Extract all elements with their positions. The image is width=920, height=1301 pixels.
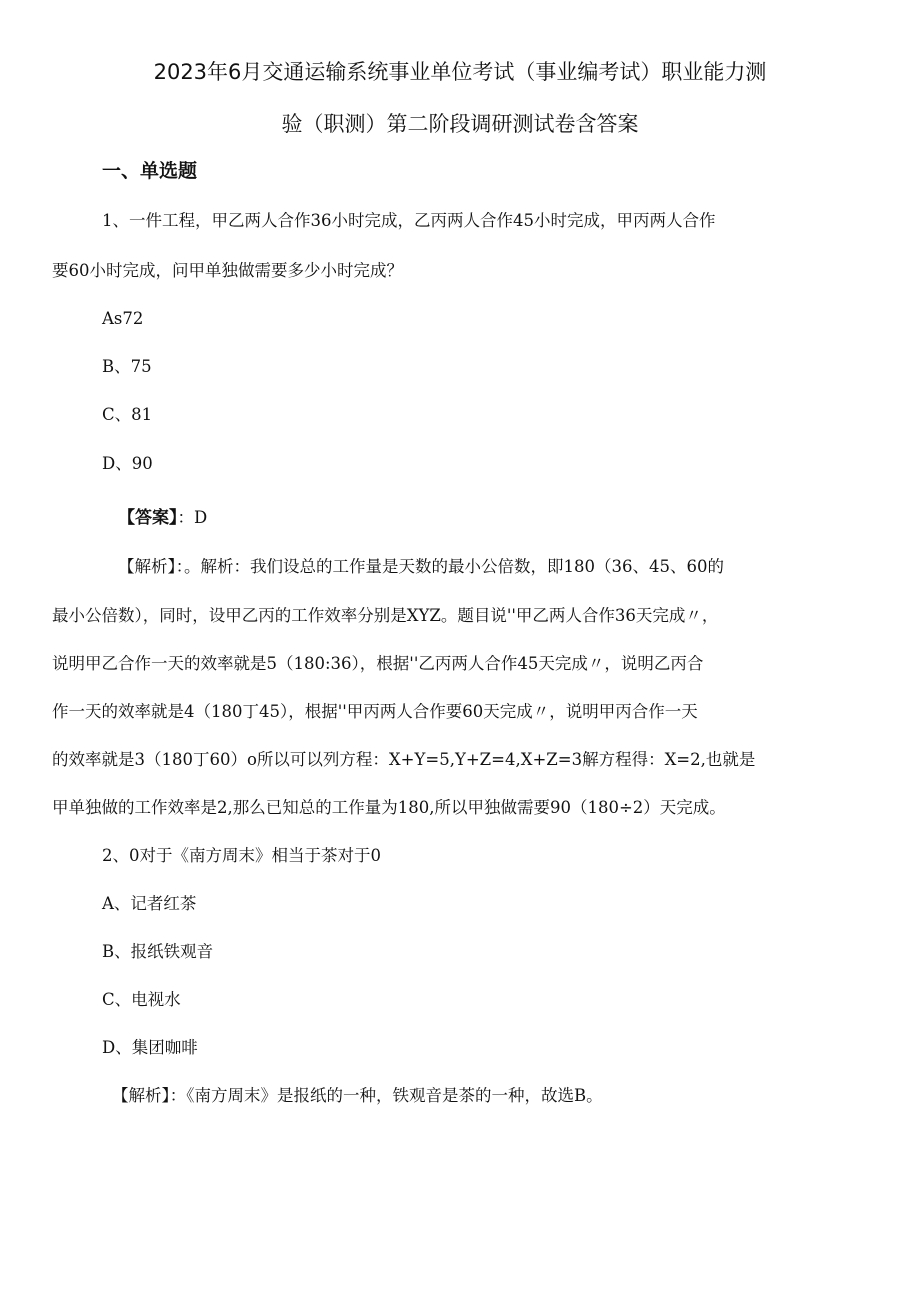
explanation-line: 说明甲乙合作一天的效率就是5（180:36），根据''乙丙两人合作45天完成〃，说明乙丙合: [52, 654, 704, 673]
question-stem-line: 1、一件工程，甲乙两人合作36小时完成，乙丙两人合作45小时完成，甲丙两人合作: [102, 211, 716, 230]
question-stem-line: 要60小时完成，问甲单独做需要多少小时完成？: [52, 261, 403, 280]
option-c: C、电视水: [102, 990, 181, 1009]
explanation-label: 【解析】: [118, 557, 176, 576]
option-a: A、记者红茶: [102, 894, 197, 913]
option-b: B、75: [102, 357, 152, 376]
explanation-line: 的效率就是3（180丁60）o所以可以列方程：X+Y=5,Y+Z=4,X+Z=3解方程得：X=2,也就是: [52, 750, 756, 769]
explanation-line: 甲单独做的工作效率是2,那么已知总的工作量为180,所以甲独做需要90（180÷2）天完成。: [52, 798, 726, 817]
explanation-line: 作一天的效率就是4（180丁45），根据''甲丙两人合作要60天完成〃，说明甲丙合作一天: [52, 702, 698, 721]
option-d: D、90: [102, 454, 153, 473]
option-c: C、81: [102, 405, 153, 424]
section-heading: 一、单选题: [102, 160, 198, 182]
answer-line: [118, 505, 207, 531]
option-d: D、集团咖啡: [102, 1038, 198, 1057]
question-stem-line: 2、0对于《南方周末》相当于茶对于0: [102, 846, 381, 865]
answer-label: 【答案】: [118, 508, 178, 528]
document-title-line-1: 2023年6月交通运输系统事业单位考试（事业编考试）职业能力测: [153, 60, 767, 84]
answer-value: ：D: [177, 508, 208, 527]
explanation-line: [118, 554, 724, 580]
explanation-text: ：。解析：我们设总的工作量是天数的最小公倍数，即180（36、45、60的: [175, 557, 724, 576]
explanation-text: ：《南方周末》是报纸的一种，铁观音是茶的一种，故选B。: [169, 1086, 603, 1105]
explanation-line: 最小公倍数），同时，设甲乙丙的工作效率分别是XYZ。题目说''甲乙两人合作36天完成〃，: [52, 606, 719, 625]
option-b: B、报纸铁观音: [102, 942, 214, 961]
option-a: As72: [102, 309, 144, 328]
explanation-label: 【解析】: [112, 1086, 170, 1105]
document-title-line-2: 验（职测）第二阶段调研测试卷含答案: [281, 112, 639, 136]
explanation-line: [112, 1083, 603, 1109]
